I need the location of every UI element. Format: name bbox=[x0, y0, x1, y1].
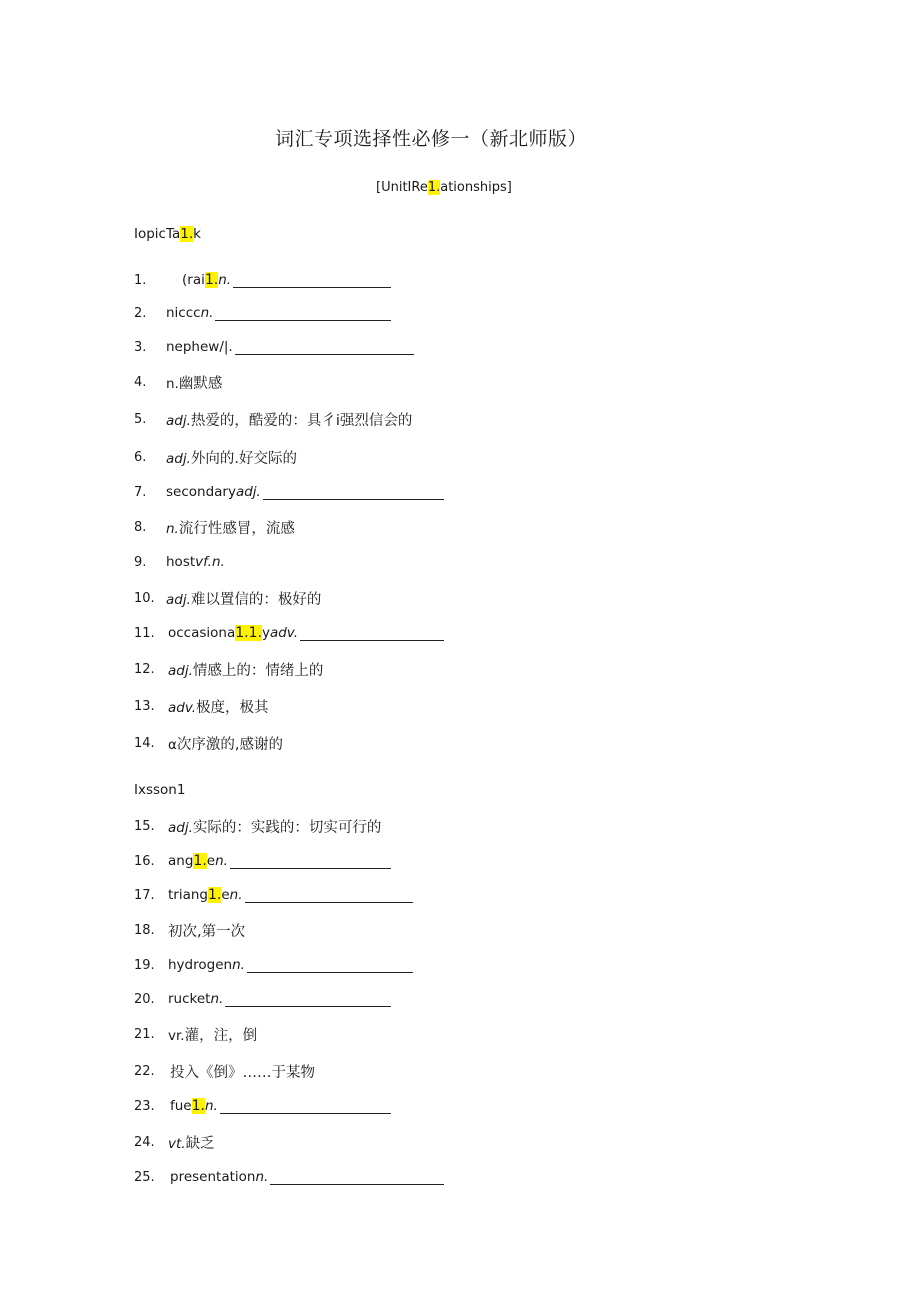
item-number: 20. bbox=[134, 991, 155, 1007]
item-pos: adj. bbox=[235, 484, 261, 500]
item-cn: 难以置信的：极好的 bbox=[190, 591, 322, 608]
item-cn: 投入《倒》……于某物 bbox=[170, 1064, 315, 1081]
item-body bbox=[170, 1098, 218, 1114]
item-pre: n. bbox=[166, 375, 179, 392]
answer-blank[interactable] bbox=[220, 1099, 391, 1114]
item-body bbox=[168, 696, 269, 717]
item-body bbox=[168, 1024, 257, 1045]
section-heading-topic bbox=[134, 226, 201, 242]
vocab-item bbox=[134, 849, 391, 873]
unit-heading-highlight: 1. bbox=[427, 180, 441, 195]
answer-blank[interactable] bbox=[233, 273, 391, 288]
item-body bbox=[168, 887, 243, 903]
item-number: 11. bbox=[134, 625, 155, 641]
item-pos: n. bbox=[204, 1098, 218, 1114]
item-pos: n. bbox=[232, 957, 245, 973]
item-pre: fue bbox=[170, 1098, 192, 1114]
item-cn: 外向的.好交际的 bbox=[190, 450, 297, 467]
item-cn: 情感上的：情绪上的 bbox=[192, 662, 324, 679]
item-number: 13. bbox=[134, 698, 155, 714]
item-number: 3. bbox=[134, 339, 147, 355]
item-body bbox=[168, 853, 228, 869]
item-cn: 幽默感 bbox=[178, 375, 223, 392]
vocab-item bbox=[134, 370, 222, 394]
vocab-item bbox=[134, 1022, 257, 1046]
vocab-item bbox=[134, 987, 391, 1011]
item-body bbox=[166, 372, 222, 393]
item-cn: 流行性感冒，流感 bbox=[178, 520, 295, 537]
item-body bbox=[166, 484, 261, 500]
item-number: 10. bbox=[134, 590, 155, 606]
vocab-item bbox=[134, 694, 269, 718]
item-body bbox=[166, 517, 295, 538]
item-body bbox=[166, 409, 412, 430]
item-pre: vr. bbox=[168, 1027, 185, 1044]
item-number: 12. bbox=[134, 661, 155, 677]
item-body bbox=[168, 659, 323, 680]
item-body bbox=[168, 816, 381, 837]
item-body bbox=[168, 733, 283, 754]
item-pos: adj. bbox=[168, 819, 193, 836]
answer-blank[interactable] bbox=[235, 340, 414, 355]
answer-blank[interactable] bbox=[270, 1170, 444, 1185]
vocab-item bbox=[134, 445, 297, 469]
item-post: y bbox=[261, 625, 270, 641]
item-number: 2. bbox=[134, 305, 147, 321]
item-pos: n. bbox=[166, 520, 179, 537]
section-topic-post: k bbox=[193, 226, 201, 242]
vocab-item bbox=[134, 407, 412, 431]
item-cn: 次序激的,感谢的 bbox=[176, 736, 284, 753]
item-hl: 1. bbox=[204, 272, 219, 288]
item-body bbox=[166, 588, 321, 609]
item-pre: host bbox=[166, 554, 196, 570]
item-number: 9. bbox=[134, 554, 147, 570]
vocab-item bbox=[134, 335, 414, 359]
item-body bbox=[168, 1132, 215, 1153]
item-number: 17. bbox=[134, 887, 155, 903]
item-body bbox=[166, 339, 233, 355]
item-pos: n. bbox=[210, 991, 224, 1007]
item-number: 21. bbox=[134, 1026, 155, 1042]
vocab-item bbox=[134, 953, 413, 977]
item-pos: adj. bbox=[166, 450, 191, 467]
item-number: 23. bbox=[134, 1098, 155, 1114]
item-cn: 极度，极其 bbox=[196, 699, 269, 716]
item-number: 1. bbox=[134, 272, 147, 288]
item-pre: niccc bbox=[166, 305, 201, 321]
item-pre: occasiona bbox=[168, 625, 236, 641]
item-pos: adv. bbox=[269, 625, 298, 641]
page-title: 词汇专项选择性必修一（新北师版） bbox=[275, 128, 588, 150]
item-hl: 1. bbox=[193, 853, 207, 869]
vocab-item bbox=[134, 586, 321, 610]
vocab-item bbox=[134, 621, 444, 645]
vocab-item bbox=[134, 1165, 444, 1189]
unit-heading bbox=[376, 180, 512, 195]
item-number: 8. bbox=[134, 519, 147, 535]
item-body bbox=[166, 305, 213, 321]
item-body bbox=[166, 447, 297, 468]
item-cn: 实际的：实践的：切实可行的 bbox=[192, 819, 382, 836]
item-body bbox=[182, 272, 231, 288]
item-number: 19. bbox=[134, 957, 155, 973]
item-pos: n. bbox=[200, 305, 214, 321]
section-heading-lesson: Ixsson1 bbox=[134, 782, 186, 798]
vocab-item bbox=[134, 550, 225, 574]
unit-heading-post: ationships] bbox=[440, 180, 512, 195]
item-pos: n. bbox=[255, 1169, 269, 1185]
item-body bbox=[170, 1169, 268, 1185]
item-pos: adj. bbox=[166, 412, 191, 429]
item-number: 7. bbox=[134, 484, 147, 500]
vocab-item bbox=[134, 268, 391, 292]
item-number: 6. bbox=[134, 449, 147, 465]
item-number: 25. bbox=[134, 1169, 155, 1185]
vocab-item bbox=[134, 1059, 315, 1083]
item-pos: n. bbox=[215, 853, 228, 869]
vocab-item bbox=[134, 1130, 215, 1154]
answer-blank[interactable] bbox=[215, 306, 391, 321]
unit-heading-pre: [UnitIRe bbox=[376, 180, 428, 195]
vocab-item bbox=[134, 883, 413, 907]
item-cn: 初次,第一次 bbox=[168, 923, 246, 940]
item-body bbox=[168, 625, 298, 641]
item-hl: 1. bbox=[208, 887, 222, 903]
item-number: 5. bbox=[134, 411, 147, 427]
item-pre: hydrogen bbox=[168, 957, 233, 973]
item-pre: secondary bbox=[166, 484, 236, 500]
vocab-item bbox=[134, 814, 381, 838]
item-cn: 热爱的，酷爱的：具彳i强烈信会的 bbox=[190, 412, 413, 429]
item-pos: n. bbox=[229, 887, 243, 903]
answer-blank[interactable] bbox=[245, 888, 413, 903]
answer-blank[interactable] bbox=[247, 958, 413, 973]
item-pos: vt. bbox=[168, 1135, 186, 1152]
vocab-item bbox=[134, 480, 444, 504]
item-pre: presentation bbox=[170, 1169, 256, 1185]
item-body bbox=[166, 554, 225, 570]
item-body bbox=[168, 920, 245, 941]
item-number: 14. bbox=[134, 735, 155, 751]
section-topic-pre: IopicTa bbox=[134, 226, 181, 242]
item-body bbox=[168, 991, 223, 1007]
answer-blank[interactable] bbox=[225, 992, 391, 1007]
item-body bbox=[170, 1061, 315, 1082]
item-pos: n. bbox=[218, 272, 232, 288]
vocab-item bbox=[134, 301, 391, 325]
item-cn: 缺乏 bbox=[185, 1135, 215, 1152]
item-pre: α bbox=[168, 736, 177, 753]
answer-blank[interactable] bbox=[300, 626, 444, 641]
item-number: 4. bbox=[134, 374, 147, 390]
item-number: 24. bbox=[134, 1134, 155, 1150]
item-pre: (rai bbox=[182, 272, 205, 288]
item-number: 22. bbox=[134, 1063, 155, 1079]
vocab-item bbox=[134, 731, 283, 755]
section-topic-highlight: 1. bbox=[180, 226, 194, 242]
item-pre: nephew/|. bbox=[166, 339, 233, 355]
answer-blank[interactable] bbox=[230, 854, 391, 869]
answer-blank[interactable] bbox=[263, 485, 444, 500]
item-pos: vf.n. bbox=[195, 554, 225, 570]
item-post: e bbox=[221, 887, 230, 903]
item-number: 18. bbox=[134, 922, 155, 938]
item-pos: adj. bbox=[168, 662, 193, 679]
vocab-item bbox=[134, 918, 245, 942]
vocab-item bbox=[134, 657, 323, 681]
vocab-item bbox=[134, 1094, 391, 1118]
item-body bbox=[168, 957, 245, 973]
vocab-item bbox=[134, 515, 295, 539]
item-pos: adv. bbox=[168, 699, 197, 716]
item-number: 15. bbox=[134, 818, 155, 834]
item-hl: 1. bbox=[191, 1098, 205, 1114]
item-post: e bbox=[206, 853, 216, 869]
item-pre: ang bbox=[168, 853, 194, 869]
item-number: 16. bbox=[134, 853, 155, 869]
item-hl: 1.1. bbox=[235, 625, 262, 641]
item-pre: triang bbox=[168, 887, 208, 903]
item-pos: adj. bbox=[166, 591, 191, 608]
item-pre: rucket bbox=[168, 991, 211, 1007]
item-cn: 灌，注，倒 bbox=[184, 1027, 258, 1044]
